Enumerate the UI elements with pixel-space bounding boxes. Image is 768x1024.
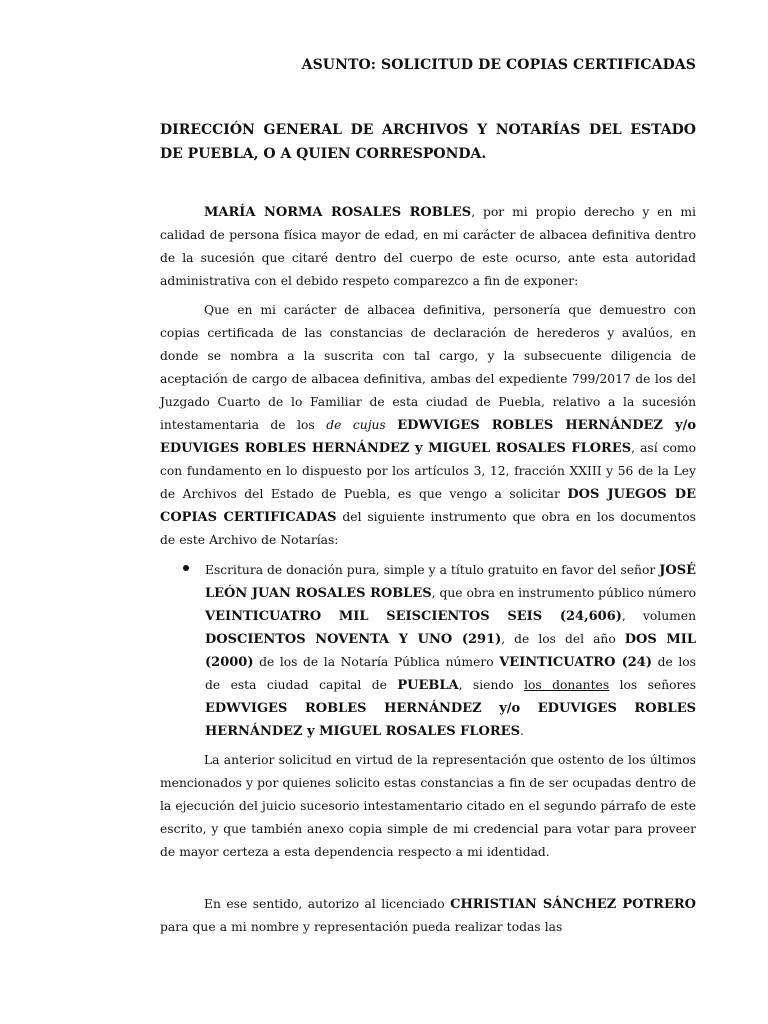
donor-names: EDWVIGES ROBLES HERNÁNDEZ y/o EDUVIGES ROBLES HERNÁNDEZ y MIGUEL ROSALES FLORES — [205, 701, 696, 739]
deed-year: DOS MIL (2000) — [205, 632, 696, 670]
paragraph-text: , por mi propio derecho y en mi calidad de persona física mayor de edad, en mi carácter de albacea definitiva dentro de la sucesión que citaré dentro del cuerpo de este ocurso, ante esta autoridad administrativa con el debido respeto comparezco a fin de exponer: — [160, 205, 696, 288]
paragraph-text: Que en mi carácter de albacea definitiva, personería que demuestro con copias certificada de las constancias de declaración de herederos y avalúos, en donde se nombra a la suscrita con tal cargo, y la subsecuente diligencia de aceptación de cargo de albacea definitiva, ambas del expediente 799/2017 de los del Juzgado Cuarto de lo Familiar de esta ciudad de Puebla, relativo a la sucesión intestamentaria de los — [160, 303, 696, 432]
paragraph-text: En ese sentido, autorizo al licenciado — [204, 897, 451, 911]
addressee: DIRECCIÓN GENERAL DE ARCHIVOS Y NOTARÍAS DEL ESTADO DE PUEBLA, O A QUIEN CORRESPONDA. — [160, 122, 696, 162]
item-text: , de los del año — [501, 632, 625, 646]
latin-term: de cujus — [326, 418, 386, 432]
donee-name: JOSÉ LEÓN JUAN ROSALES ROBLES — [205, 563, 696, 601]
donors-label: los donantes — [524, 678, 610, 692]
paragraph-request — [160, 299, 696, 552]
paragraph-introduction — [160, 201, 696, 293]
item-text: los señores — [609, 678, 697, 692]
item-text: , volumen — [621, 609, 696, 623]
paragraph-text: La anterior solicitud en virtud de la representación que ostento de los últimos mencionados y por quienes solicito estas constancias a fin de ser ocupadas dentro de la ejecución del juicio sucesorio intestamentario citado en el segundo párrafo de este escrito, y que también anexo copia simple de mi credencial para votar para proveer de mayor certeza a esta dependencia respecto a mi identidad. — [160, 753, 696, 859]
paragraph-text: , así como con fundamento en lo dispuesto por los artículos 3, 12, fracción XXIII y 56 de la Ley de Archivos del Estado de Puebla, es que vengo a solicitar — [160, 441, 696, 501]
city-name: PUEBLA — [397, 678, 459, 693]
notary-number: VEINTICUATRO (24) — [499, 655, 652, 670]
paragraph-authorization — [160, 893, 696, 939]
item-text: , que obra en instrumento público número — [431, 586, 696, 600]
item-text: de los de esta ciudad capital de — [205, 655, 696, 692]
item-text: de los de la Notaría Pública número — [253, 655, 500, 669]
petitioner-name: MARÍA NORMA ROSALES ROBLES — [204, 205, 472, 220]
paragraph-text: del siguiente instrumento que obra en los documentos de este Archivo de Notarías: — [160, 510, 696, 547]
requested-copies: DOS JUEGOS DE COPIAS CERTIFICADAS — [160, 487, 696, 525]
list-item-deed — [205, 559, 696, 743]
deceased-names: EDWVIGES ROBLES HERNÁNDEZ y/o EDUVIGES ROBLES HERNÁNDEZ y MIGUEL ROSALES FLORES — [160, 418, 697, 456]
subject-line: ASUNTO: SOLICITUD DE COPIAS CERTIFICADAS — [301, 57, 696, 73]
attorney-name: CHRISTIAN SÁNCHEZ POTRERO — [450, 897, 696, 912]
paragraph-purpose — [160, 749, 696, 864]
paragraph-text — [386, 418, 398, 432]
item-text: Escritura de donación pura, simple y a título gratuito en favor del señor — [205, 563, 660, 577]
instrument-number: VEINTICUATRO MIL SEISCIENTOS SEIS (24,606) — [205, 609, 622, 624]
volume-number: DOSCIENTOS NOVENTA Y UNO (291) — [205, 632, 502, 647]
bullet-icon — [183, 565, 189, 571]
item-text: , siendo — [458, 678, 525, 692]
paragraph-text: para que a mi nombre y representación pueda realizar todas las — [160, 920, 563, 934]
item-text: . — [519, 724, 524, 738]
